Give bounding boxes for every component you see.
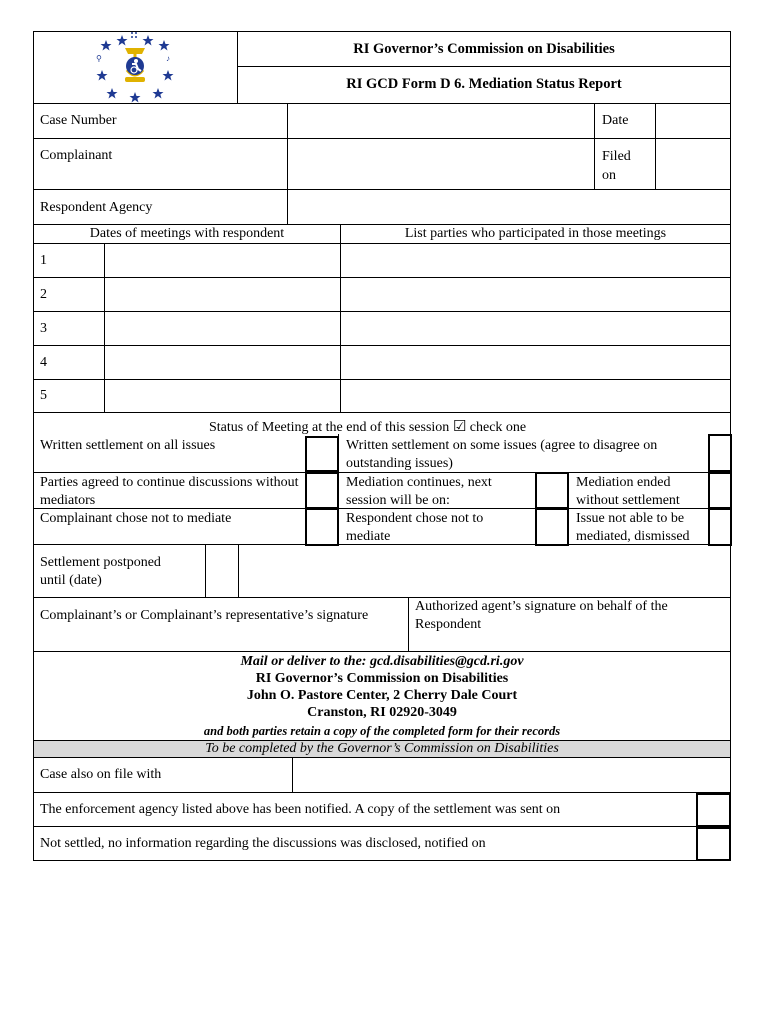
rule: [33, 412, 731, 413]
checkbox-icon: ☑: [452, 417, 467, 435]
respondent-chose-label: Respondent chose not to mediate: [346, 511, 484, 544]
rule: [33, 472, 338, 473]
meeting-parties-field[interactable]: [341, 278, 730, 311]
meeting-row-number: 1: [40, 253, 47, 268]
meeting-date-field[interactable]: [105, 244, 340, 277]
meeting-row-number: 5: [40, 388, 47, 403]
written-some-checkbox[interactable]: [708, 434, 732, 472]
meeting-date-field[interactable]: [105, 278, 340, 311]
written-all-checkbox[interactable]: [305, 436, 339, 472]
mail-line: Cranston, RI 02920-3049: [307, 705, 457, 720]
enforcement-label: The enforcement agency listed above has been notified. A copy of the settlement was sent on: [40, 802, 561, 817]
postponed-label: Settlement postponed until (date): [40, 555, 161, 588]
rule: [33, 792, 731, 793]
meeting-date-field[interactable]: [105, 380, 340, 412]
meeting-row-number: 4: [40, 355, 47, 370]
complainant-label: Complainant: [40, 148, 113, 163]
check-one-text: check one: [469, 420, 527, 435]
mediation-ended-label: Mediation ended without settlement: [576, 475, 680, 508]
complainant-chose-label: Complainant chose not to mediate: [40, 511, 232, 526]
postponed-date-field[interactable]: [239, 545, 730, 597]
written-some-label: Written settlement on some issues (agree to disagree on outstanding issues): [346, 438, 658, 471]
parties-header: List parties who participated in those meetings: [404, 226, 667, 241]
mail-line: Mail or deliver to the: gcd.disabilities@gcd.ri.gov: [240, 654, 524, 669]
not-able-checkbox[interactable]: [708, 508, 732, 546]
enforcement-checkbox[interactable]: [696, 793, 731, 827]
case-on-file-field[interactable]: [293, 759, 730, 792]
svg-text:⚲: ⚲: [96, 54, 102, 63]
not-able-label: Issue not able to be mediated, dismissed: [576, 511, 690, 544]
meeting-parties-field[interactable]: [341, 346, 730, 379]
complainant-chose-checkbox[interactable]: [305, 508, 339, 546]
continue-discussions-checkbox[interactable]: [305, 472, 339, 509]
mail-line: John O. Pastore Center, 2 Cherry Dale Court: [246, 688, 518, 703]
meeting-parties-field[interactable]: [341, 312, 730, 345]
mail-note: and both parties retain a copy of the completed form for their records: [203, 724, 561, 738]
svg-text:♪: ♪: [166, 54, 170, 63]
case-number-label: Case Number: [40, 113, 117, 128]
mail-line: RI Governor’s Commission on Disabilities: [255, 671, 509, 686]
agent-signature-label: Authorized agent’s signature on behalf of the Respondent: [415, 599, 668, 632]
respondent-chose-checkbox[interactable]: [535, 508, 569, 546]
status-heading-text: Status of Meeting at the end of this session: [209, 420, 450, 435]
status-heading: [209, 417, 526, 437]
rule: [594, 103, 595, 189]
date-label: Date: [602, 113, 629, 128]
complainant-field[interactable]: [288, 139, 594, 189]
dates-header: Dates of meetings with respondent: [89, 226, 285, 241]
rule: [237, 66, 731, 67]
case-on-file-label: Case also on file with: [40, 767, 162, 782]
ri-gcd-logo: [92, 30, 178, 104]
complainant-signature-label: Complainant’s or Complainant’s representative’s signature: [40, 608, 369, 623]
not-settled-label: Not settled, no information regarding the discussions was disclosed, notified on: [40, 836, 486, 851]
form-title: RI GCD Form D 6. Mediation Status Report: [346, 76, 622, 92]
case-number-field[interactable]: [288, 104, 594, 138]
respondent-agency-field[interactable]: [288, 190, 730, 224]
mediation-continues-label: Mediation continues, next session will be on:: [346, 475, 492, 508]
meeting-parties-field[interactable]: [341, 380, 730, 412]
rule: [33, 826, 731, 827]
mediation-continues-checkbox[interactable]: [535, 472, 569, 509]
org-title: RI Governor’s Commission on Disabilities: [353, 41, 615, 57]
meeting-date-field[interactable]: [105, 346, 340, 379]
filed-on-label: Filed on: [602, 149, 631, 183]
meeting-row-number: 2: [40, 287, 47, 302]
meeting-parties-field[interactable]: [341, 244, 730, 277]
complainant-signature-field[interactable]: [34, 598, 408, 651]
meeting-date-field[interactable]: [105, 312, 340, 345]
meeting-row-number: 3: [40, 321, 47, 336]
office-band-text: To be completed by the Governor’s Commission on Disabilities: [205, 741, 559, 756]
written-all-label: Written settlement on all issues: [40, 438, 216, 453]
rule: [33, 860, 731, 861]
rule: [33, 651, 731, 652]
mediation-ended-checkbox[interactable]: [708, 472, 732, 509]
agent-signature-field[interactable]: [409, 598, 730, 651]
filed-on-field[interactable]: [656, 139, 730, 189]
date-field[interactable]: [656, 104, 730, 138]
postponed-checkbox[interactable]: [206, 545, 238, 597]
continue-discussions-label: Parties agreed to continue discussions without mediators: [40, 475, 299, 508]
not-settled-checkbox[interactable]: [696, 827, 731, 861]
respondent-agency-label: Respondent Agency: [40, 200, 153, 215]
